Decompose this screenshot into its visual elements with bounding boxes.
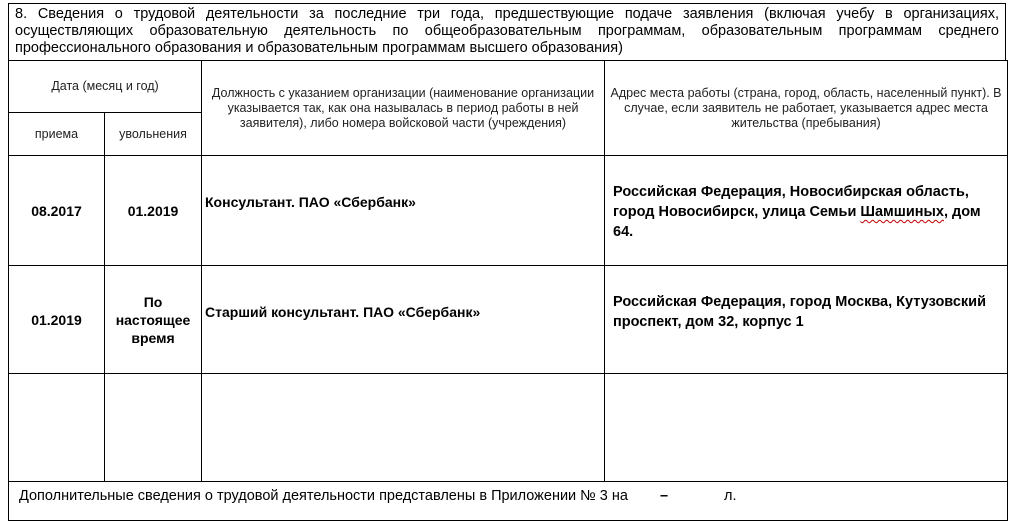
section-heading: 8. Сведения о трудовой деятельности за последние три года, предшествующие подаче заявления (включая учебу в организациях, осуществляющих образовательную деятельность по общеобразовательным программам, образовательным программам среднего профессионального образования и образовательным программам высшего образования) [8,3,1006,60]
date-header: Дата (месяц и год) [9,61,202,113]
position-header: Должность с указанием организации (наименование организации указывается так, как она называлась в период работы в ней заявителя), либо номера войсковой части (учреждения) [202,61,605,156]
address-text-end: , дом 64. [613,204,981,240]
dismissal-date-cell[interactable]: По настоящее время [105,266,202,374]
hire-date-cell[interactable]: 01.2019 [9,266,105,374]
table-row-empty [9,374,1008,482]
work-history-table [8,60,1008,521]
dismissal-date-header: увольнения [105,113,202,156]
work-history-section [8,3,1006,521]
appendix-pages-value[interactable]: – [659,488,669,504]
address-cell[interactable] [605,374,1008,482]
additional-info-text: Дополнительные сведения о трудовой деятельности представлены в Приложении № 3 на [19,488,628,504]
additional-info-cell [9,482,1008,521]
position-cell[interactable] [202,374,605,482]
header-row-1 [9,61,1008,113]
table-row [9,266,1008,374]
address-cell[interactable]: Российская Федерация, город Москва, Кутузовский проспект, дом 32, корпус 1 [605,266,1008,374]
hire-date-cell[interactable]: 08.2017 [9,156,105,266]
dismissal-date-cell[interactable] [105,374,202,482]
spellcheck-marked-word: Шамшиных [860,204,944,220]
footer-row [9,482,1008,521]
address-text: Российская Федерация, Новосибирская область, город Новосибирск, улица Семьи [613,184,969,220]
address-cell[interactable] [605,156,1008,266]
position-cell[interactable]: Консультант. ПАО «Сбербанк» [202,156,605,266]
pages-unit-label: л. [724,488,737,504]
dismissal-date-cell[interactable]: 01.2019 [105,156,202,266]
address-header: Адрес места работы (страна, город, область, населенный пункт). В случае, если заявитель не работает, указывается адрес места жительства (пребывания) [605,61,1008,156]
table-row [9,156,1008,266]
hire-date-cell[interactable] [9,374,105,482]
hire-date-header: приема [9,113,105,156]
position-cell[interactable]: Старший консультант. ПАО «Сбербанк» [202,266,605,374]
